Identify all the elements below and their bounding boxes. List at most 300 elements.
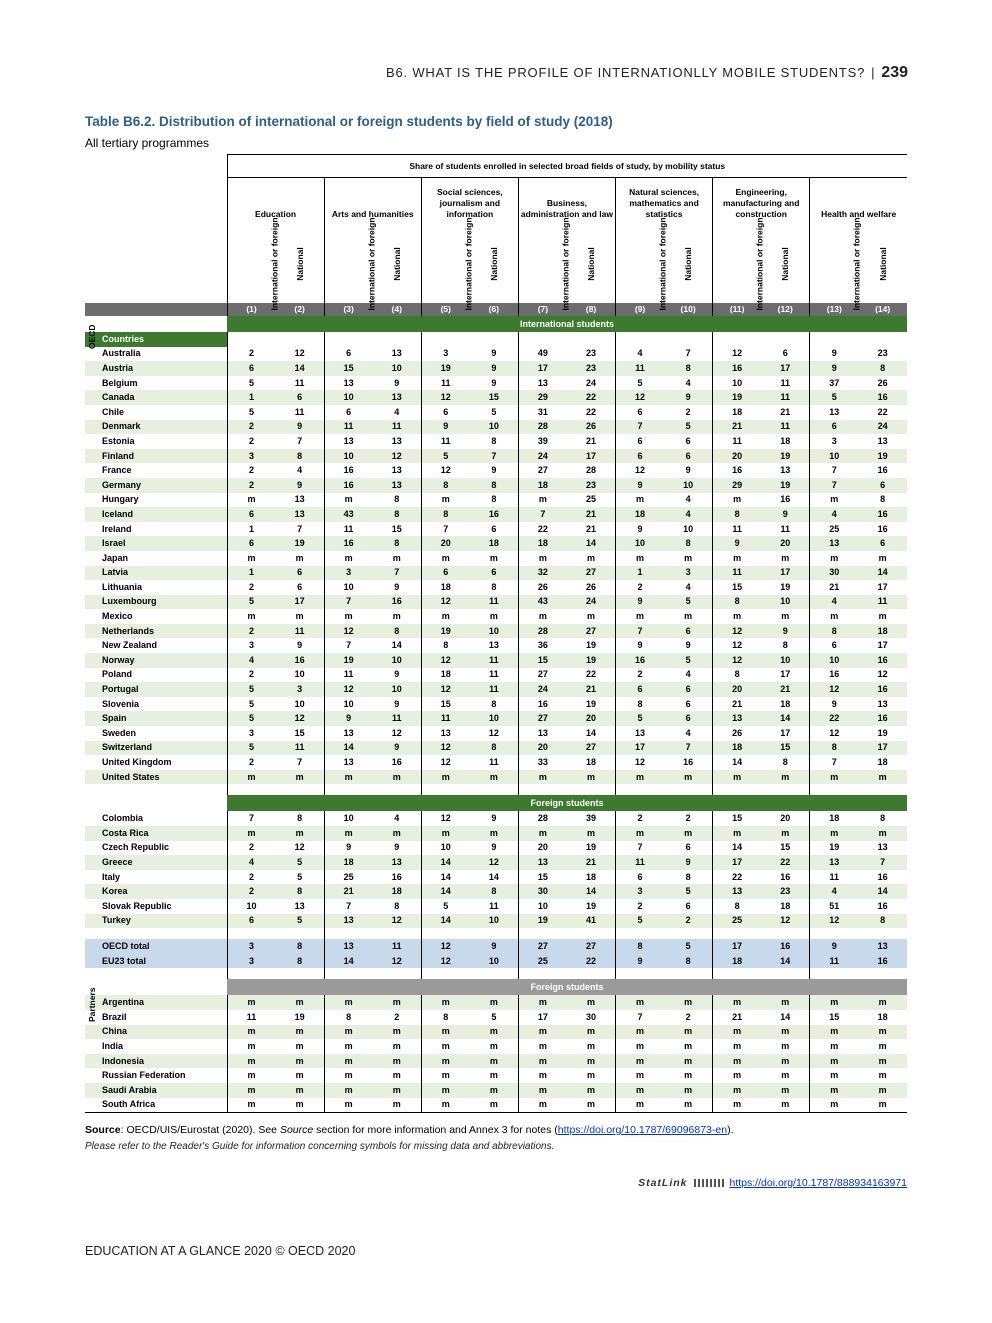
table-cell: m bbox=[470, 995, 519, 1010]
table-cell: 11 bbox=[276, 624, 325, 639]
status-national-label: National bbox=[683, 246, 694, 281]
table-cell: 5 bbox=[227, 595, 276, 610]
table-cell: m bbox=[324, 493, 373, 508]
table-cell: 15 bbox=[324, 361, 373, 376]
table-cell: m bbox=[392, 1070, 401, 1081]
table-cell: 13 bbox=[810, 405, 859, 420]
table-cell: m bbox=[518, 1068, 567, 1083]
spacer-cell bbox=[761, 968, 810, 979]
table-cell: 20 bbox=[567, 711, 616, 726]
table-cell: m bbox=[324, 609, 373, 624]
table-cell: m bbox=[324, 1098, 373, 1113]
table-cell: m bbox=[567, 1025, 616, 1040]
table-cell: m bbox=[227, 1039, 276, 1054]
table-cell: m bbox=[470, 1083, 519, 1098]
table-cell: 11 bbox=[276, 741, 325, 756]
table-cell: m bbox=[664, 826, 713, 841]
table-cell: m bbox=[616, 826, 665, 841]
header-blank bbox=[85, 225, 227, 303]
table-cell: 12 bbox=[616, 390, 665, 405]
table-cell: 19 bbox=[585, 842, 596, 853]
table-cell: m bbox=[810, 1054, 859, 1069]
table-cell: m bbox=[567, 1083, 616, 1098]
table-cell: 12 bbox=[713, 347, 762, 362]
table-cell: 12 bbox=[373, 954, 422, 969]
table-cell: 16 bbox=[810, 668, 859, 683]
table-cell: 12 bbox=[421, 939, 470, 954]
table-row bbox=[85, 741, 907, 756]
table-cell: 18 bbox=[810, 811, 859, 826]
table-cell: 2 bbox=[227, 841, 276, 856]
table-cell: 6 bbox=[810, 420, 859, 435]
table-cell: 14 bbox=[567, 536, 616, 551]
country-name: Estonia bbox=[102, 435, 135, 446]
table-cell: 22 bbox=[713, 870, 762, 885]
table-cell: 2 bbox=[227, 884, 276, 899]
table-cell: 21 bbox=[713, 697, 762, 712]
table-cell: 13 bbox=[421, 726, 470, 741]
table-cell: 4 bbox=[394, 406, 400, 417]
table-row bbox=[85, 609, 907, 624]
table-cell: 6 bbox=[276, 390, 325, 405]
table-cell: 11 bbox=[713, 522, 762, 537]
spacer-cell bbox=[324, 928, 373, 939]
section-band: Foreign students bbox=[227, 979, 907, 995]
table-cell: m bbox=[276, 1098, 325, 1113]
table-cell: 12 bbox=[373, 449, 422, 464]
table-cell: 18 bbox=[421, 580, 470, 595]
table-cell: 10 bbox=[324, 697, 373, 712]
status-international-header bbox=[421, 216, 474, 311]
table-cell: 12 bbox=[391, 727, 402, 738]
country-name: United Kingdom bbox=[102, 757, 172, 768]
table-cell: 16 bbox=[780, 494, 791, 505]
status-national-label: National bbox=[780, 246, 791, 281]
table-row bbox=[85, 899, 907, 914]
table-cell: m bbox=[373, 1098, 422, 1113]
table-cell: 15 bbox=[518, 653, 567, 668]
table-cell: m bbox=[616, 770, 665, 785]
country-name: Russian Federation bbox=[102, 1070, 186, 1081]
table-cell: 6 bbox=[227, 914, 276, 929]
table-cell: 11 bbox=[227, 1010, 276, 1025]
table-cell: 18 bbox=[713, 741, 762, 756]
table-cell: 16 bbox=[324, 536, 373, 551]
table-cell: 4 bbox=[227, 855, 276, 870]
table-cell: 19 bbox=[877, 727, 888, 738]
table-cell: 39 bbox=[585, 813, 596, 824]
table-cell: 18 bbox=[585, 757, 596, 768]
table-cell: 13 bbox=[713, 884, 762, 899]
table-cell: 28 bbox=[518, 624, 567, 639]
table-cell: 8 bbox=[713, 595, 762, 610]
table-cell: m bbox=[684, 552, 693, 563]
spacer-cell bbox=[373, 968, 422, 979]
table-cell: 4 bbox=[616, 347, 665, 362]
country-name: New Zealand bbox=[102, 640, 158, 651]
table-cell: 23 bbox=[761, 884, 810, 899]
table-cell: m bbox=[781, 1070, 790, 1081]
section-band: International students bbox=[227, 316, 907, 332]
table-cell: 13 bbox=[324, 376, 373, 391]
field-header: Social sciences, journalism and information bbox=[421, 178, 518, 226]
table-cell: m bbox=[664, 1098, 713, 1113]
table-cell: 10 bbox=[470, 914, 519, 929]
table-cell: 14 bbox=[585, 727, 596, 738]
partners-side-label: Partners bbox=[87, 987, 97, 1023]
table-cell: 16 bbox=[877, 900, 888, 911]
table-cell: 5 bbox=[227, 405, 276, 420]
table-cell: 13 bbox=[877, 698, 888, 709]
table-cell: 2 bbox=[227, 624, 276, 639]
table-cell: 16 bbox=[276, 653, 325, 668]
table-cell: 26 bbox=[713, 726, 762, 741]
table-cell: 7 bbox=[324, 899, 373, 914]
band-blank bbox=[85, 979, 227, 995]
table-cell: m bbox=[616, 551, 665, 566]
table-cell: 19 bbox=[276, 536, 325, 551]
table-cell: 11 bbox=[810, 870, 859, 885]
status-national-header bbox=[373, 225, 422, 303]
table-cell: 10 bbox=[324, 811, 373, 826]
table-cell: 3 bbox=[227, 726, 276, 741]
spacer-cell bbox=[85, 784, 227, 795]
table-cell: 7 bbox=[616, 624, 665, 639]
table-cell: 6 bbox=[858, 478, 907, 493]
table-cell: m bbox=[810, 995, 859, 1010]
countries-label: Countries bbox=[85, 332, 227, 347]
blank-cell bbox=[227, 332, 276, 347]
table-cell: m bbox=[295, 552, 304, 563]
table-cell: m bbox=[761, 770, 810, 785]
country-name: Norway bbox=[85, 653, 227, 668]
table-cell: 16 bbox=[780, 871, 791, 882]
table-cell: 10 bbox=[470, 954, 519, 969]
table-cell: 8 bbox=[782, 640, 788, 651]
spacer-cell bbox=[567, 968, 616, 979]
table-cell: 18 bbox=[518, 536, 567, 551]
table-cell: m bbox=[616, 1098, 665, 1113]
table-row bbox=[85, 361, 907, 376]
country-name: Costa Rica bbox=[85, 826, 227, 841]
table-cell: 9 bbox=[324, 841, 373, 856]
table-cell: m bbox=[616, 1039, 665, 1054]
table-cell: 5 bbox=[616, 711, 665, 726]
country-name: South Africa bbox=[85, 1098, 227, 1113]
table-cell: m bbox=[421, 493, 470, 508]
table-cell: m bbox=[713, 609, 762, 624]
table-cell: m bbox=[810, 1083, 859, 1098]
table-cell: m bbox=[518, 1039, 567, 1054]
table-cell: 10 bbox=[324, 580, 373, 595]
table-cell: m bbox=[878, 1070, 887, 1081]
spacer-cell bbox=[761, 928, 810, 939]
table-cell: 21 bbox=[810, 580, 859, 595]
table-cell: 21 bbox=[567, 855, 616, 870]
table-cell: m bbox=[810, 551, 859, 566]
table-cell: m bbox=[227, 609, 276, 624]
table-cell: 8 bbox=[421, 478, 470, 493]
table-cell: m bbox=[781, 552, 790, 563]
table-cell: m bbox=[324, 1083, 373, 1098]
table-cell: 5 bbox=[664, 595, 713, 610]
table-cell: 18 bbox=[877, 1011, 888, 1022]
source-link[interactable]: https://doi.org/10.1787/69096873-en bbox=[557, 1124, 728, 1136]
table-cell: 28 bbox=[585, 465, 596, 476]
table-cell: 9 bbox=[491, 813, 497, 824]
table-cell: 15 bbox=[761, 741, 810, 756]
table-cell: 16 bbox=[324, 478, 373, 493]
table-cell: 9 bbox=[421, 420, 470, 435]
table-cell: 8 bbox=[373, 536, 422, 551]
table-cell: 10 bbox=[664, 478, 713, 493]
table-cell: m bbox=[761, 1025, 810, 1040]
table-cell: 6 bbox=[491, 523, 497, 534]
table-cell: 9 bbox=[491, 377, 497, 388]
table-cell: 19 bbox=[585, 640, 596, 651]
table-cell: 20 bbox=[518, 741, 567, 756]
table-cell: 11 bbox=[489, 669, 499, 680]
table-cell: 20 bbox=[780, 813, 791, 824]
table-cell: 21 bbox=[324, 884, 373, 899]
field-header: Engineering, manufacturing and construction bbox=[713, 178, 810, 226]
table-cell: 19 bbox=[810, 841, 859, 856]
table-cell: 8 bbox=[880, 494, 886, 505]
table-cell: 23 bbox=[567, 478, 616, 493]
table-cell: 26 bbox=[877, 377, 888, 388]
table-cell: 11 bbox=[421, 434, 470, 449]
table-cell: m bbox=[810, 826, 859, 841]
country-name: India bbox=[102, 1040, 124, 1051]
country-name: Mexico bbox=[102, 611, 133, 622]
table-cell: 12 bbox=[713, 638, 762, 653]
status-international-label: International or foreign bbox=[851, 216, 862, 311]
spacer-cell bbox=[227, 784, 276, 795]
table-cell: m bbox=[713, 995, 762, 1010]
table-cell: 6 bbox=[664, 682, 713, 697]
table-cell: m bbox=[373, 995, 422, 1010]
country-name: Argentina bbox=[85, 995, 227, 1010]
table-cell: m bbox=[324, 826, 373, 841]
table-cell: m bbox=[810, 1068, 859, 1083]
country-name: Korea bbox=[85, 884, 227, 899]
table-cell: 14 bbox=[780, 1011, 791, 1022]
table-cell: 2 bbox=[227, 420, 276, 435]
table-cell: 12 bbox=[421, 954, 470, 969]
table-cell: 12 bbox=[421, 390, 470, 405]
table-cell: m bbox=[421, 1054, 470, 1069]
table-cell: 4 bbox=[664, 507, 713, 522]
table-cell: 14 bbox=[276, 361, 325, 376]
table-row bbox=[85, 770, 907, 785]
table-cell: 9 bbox=[394, 377, 400, 388]
table-cell: 6 bbox=[324, 405, 373, 420]
table-cell: m bbox=[421, 609, 470, 624]
table-cell: m bbox=[664, 995, 713, 1010]
table-cell: m bbox=[684, 611, 693, 622]
table-cell: 8 bbox=[491, 494, 497, 505]
status-national-header bbox=[567, 225, 616, 303]
table-cell: 11 bbox=[373, 711, 422, 726]
status-international-header bbox=[227, 216, 280, 311]
table-cell: m bbox=[684, 1040, 693, 1051]
spacer-cell bbox=[810, 784, 859, 795]
table-cell: 21 bbox=[713, 1010, 762, 1025]
table-cell: m bbox=[878, 611, 887, 622]
spacer-cell bbox=[324, 968, 373, 979]
table-cell: 37 bbox=[810, 376, 859, 391]
table-cell: 28 bbox=[518, 420, 567, 435]
table-cell: 11 bbox=[421, 376, 470, 391]
table-cell: 33 bbox=[518, 755, 567, 770]
table-cell: 8 bbox=[421, 507, 470, 522]
table-cell: 7 bbox=[810, 755, 859, 770]
table-cell: 43 bbox=[518, 595, 567, 610]
spacer-cell bbox=[324, 784, 373, 795]
table-cell: 3 bbox=[616, 884, 665, 899]
table-cell: 14 bbox=[421, 855, 470, 870]
spacer-cell bbox=[470, 968, 519, 979]
table-cell: 30 bbox=[810, 566, 859, 581]
table-cell: 19 bbox=[761, 449, 810, 464]
table-cell: 5 bbox=[491, 406, 497, 417]
table-cell: 7 bbox=[324, 638, 373, 653]
spacer-cell bbox=[567, 784, 616, 795]
table-cell: 9 bbox=[470, 361, 519, 376]
table-row bbox=[85, 493, 907, 508]
table-cell: 15 bbox=[518, 870, 567, 885]
table-cell: m bbox=[810, 609, 859, 624]
table-cell: 3 bbox=[664, 566, 713, 581]
table-cell: 12 bbox=[713, 653, 762, 668]
table-cell: 7 bbox=[297, 523, 303, 534]
field-header: Business, administration and law bbox=[518, 178, 615, 226]
table-cell: 4 bbox=[297, 465, 303, 476]
table-cell: 2 bbox=[227, 668, 276, 683]
spacer-cell bbox=[85, 968, 227, 979]
spacer-cell bbox=[470, 928, 519, 939]
table-cell: 17 bbox=[761, 566, 810, 581]
table-cell: 24 bbox=[518, 449, 567, 464]
table-row bbox=[85, 1098, 907, 1113]
blank-cell bbox=[373, 332, 422, 347]
table-cell: 9 bbox=[394, 581, 400, 592]
table-cell: 10 bbox=[421, 841, 470, 856]
table-cell: 9 bbox=[470, 939, 519, 954]
table-cell: 12 bbox=[713, 624, 762, 639]
table-cell: 14 bbox=[858, 884, 907, 899]
table-cell: m bbox=[324, 995, 373, 1010]
table-cell: m bbox=[567, 995, 616, 1010]
table-cell: 29 bbox=[518, 390, 567, 405]
table-cell: 13 bbox=[713, 711, 762, 726]
table-cell: 5 bbox=[421, 899, 470, 914]
status-international-label: International or foreign bbox=[754, 216, 765, 311]
table-cell: m bbox=[421, 770, 470, 785]
status-national-label: National bbox=[294, 246, 305, 281]
table-cell: m bbox=[586, 1070, 595, 1081]
table-cell: 3 bbox=[324, 566, 373, 581]
statlink-logo-icon bbox=[694, 1179, 726, 1187]
table-cell: m bbox=[276, 1025, 325, 1040]
table-cell: m bbox=[761, 826, 810, 841]
table-cell: 13 bbox=[488, 640, 499, 651]
table-cell: 11 bbox=[761, 390, 810, 405]
table-cell: 3 bbox=[227, 638, 276, 653]
table-cell: 19 bbox=[585, 698, 596, 709]
table-subtitle: All tertiary programmes bbox=[85, 136, 210, 150]
table-cell: 22 bbox=[585, 406, 596, 417]
table-cell: 5 bbox=[491, 1011, 497, 1022]
header-separator: | bbox=[871, 65, 876, 80]
country-name: France bbox=[102, 465, 132, 476]
table-cell: 12 bbox=[616, 463, 665, 478]
spacer-cell bbox=[810, 928, 859, 939]
field-header: Education bbox=[227, 178, 324, 226]
table-cell: m bbox=[878, 1040, 887, 1051]
table-cell: m bbox=[761, 1083, 810, 1098]
table-cell: 17 bbox=[567, 449, 616, 464]
table-cell: 4 bbox=[685, 494, 691, 505]
table-cell: 36 bbox=[518, 638, 567, 653]
table-cell: 22 bbox=[810, 711, 859, 726]
table-cell: 13 bbox=[373, 855, 422, 870]
table-cell: 12 bbox=[761, 914, 810, 929]
table-cell: 8 bbox=[782, 757, 788, 768]
band-blank bbox=[85, 795, 227, 811]
table-cell: 16 bbox=[391, 757, 402, 768]
field-header: Natural sciences, mathematics and statistics bbox=[616, 178, 713, 226]
statlink-url[interactable]: https://doi.org/10.1787/888934163971 bbox=[729, 1177, 907, 1189]
table-row bbox=[85, 668, 907, 683]
country-name: Turkey bbox=[85, 914, 227, 929]
table-cell: 2 bbox=[227, 434, 276, 449]
section-band: Foreign students bbox=[227, 795, 907, 811]
table-cell: m bbox=[276, 1054, 325, 1069]
table-cell: 10 bbox=[324, 390, 373, 405]
table-cell: 24 bbox=[518, 682, 567, 697]
country-name: Switzerland bbox=[85, 741, 227, 756]
table-cell: 21 bbox=[585, 523, 596, 534]
table-cell: 25 bbox=[713, 914, 762, 929]
table-cell: 27 bbox=[518, 668, 567, 683]
blank-cell bbox=[761, 332, 810, 347]
column-number: (4) bbox=[373, 303, 422, 316]
table-cell: 14 bbox=[324, 954, 373, 969]
table-cell: 19 bbox=[421, 624, 470, 639]
spacer-cell bbox=[421, 928, 470, 939]
table-cell: 12 bbox=[421, 463, 470, 478]
table-cell: 14 bbox=[761, 711, 810, 726]
country-name: Iceland bbox=[85, 507, 227, 522]
table-cell: 10 bbox=[470, 711, 519, 726]
status-national-header bbox=[470, 225, 519, 303]
table-cell: 14 bbox=[324, 741, 373, 756]
table-cell: 6 bbox=[685, 698, 691, 709]
table-cell: 24 bbox=[858, 420, 907, 435]
table-cell: 3 bbox=[276, 682, 325, 697]
table-row bbox=[85, 653, 907, 668]
blank-cell bbox=[276, 332, 325, 347]
table-cell: m bbox=[664, 770, 713, 785]
column-number: (11) bbox=[713, 303, 762, 316]
table-row bbox=[85, 755, 907, 770]
table-cell: 7 bbox=[421, 522, 470, 537]
spacer-cell bbox=[616, 784, 665, 795]
table-cell: 19 bbox=[761, 478, 810, 493]
country-name: Ireland bbox=[102, 523, 132, 534]
status-international-label: International or foreign bbox=[366, 216, 377, 311]
